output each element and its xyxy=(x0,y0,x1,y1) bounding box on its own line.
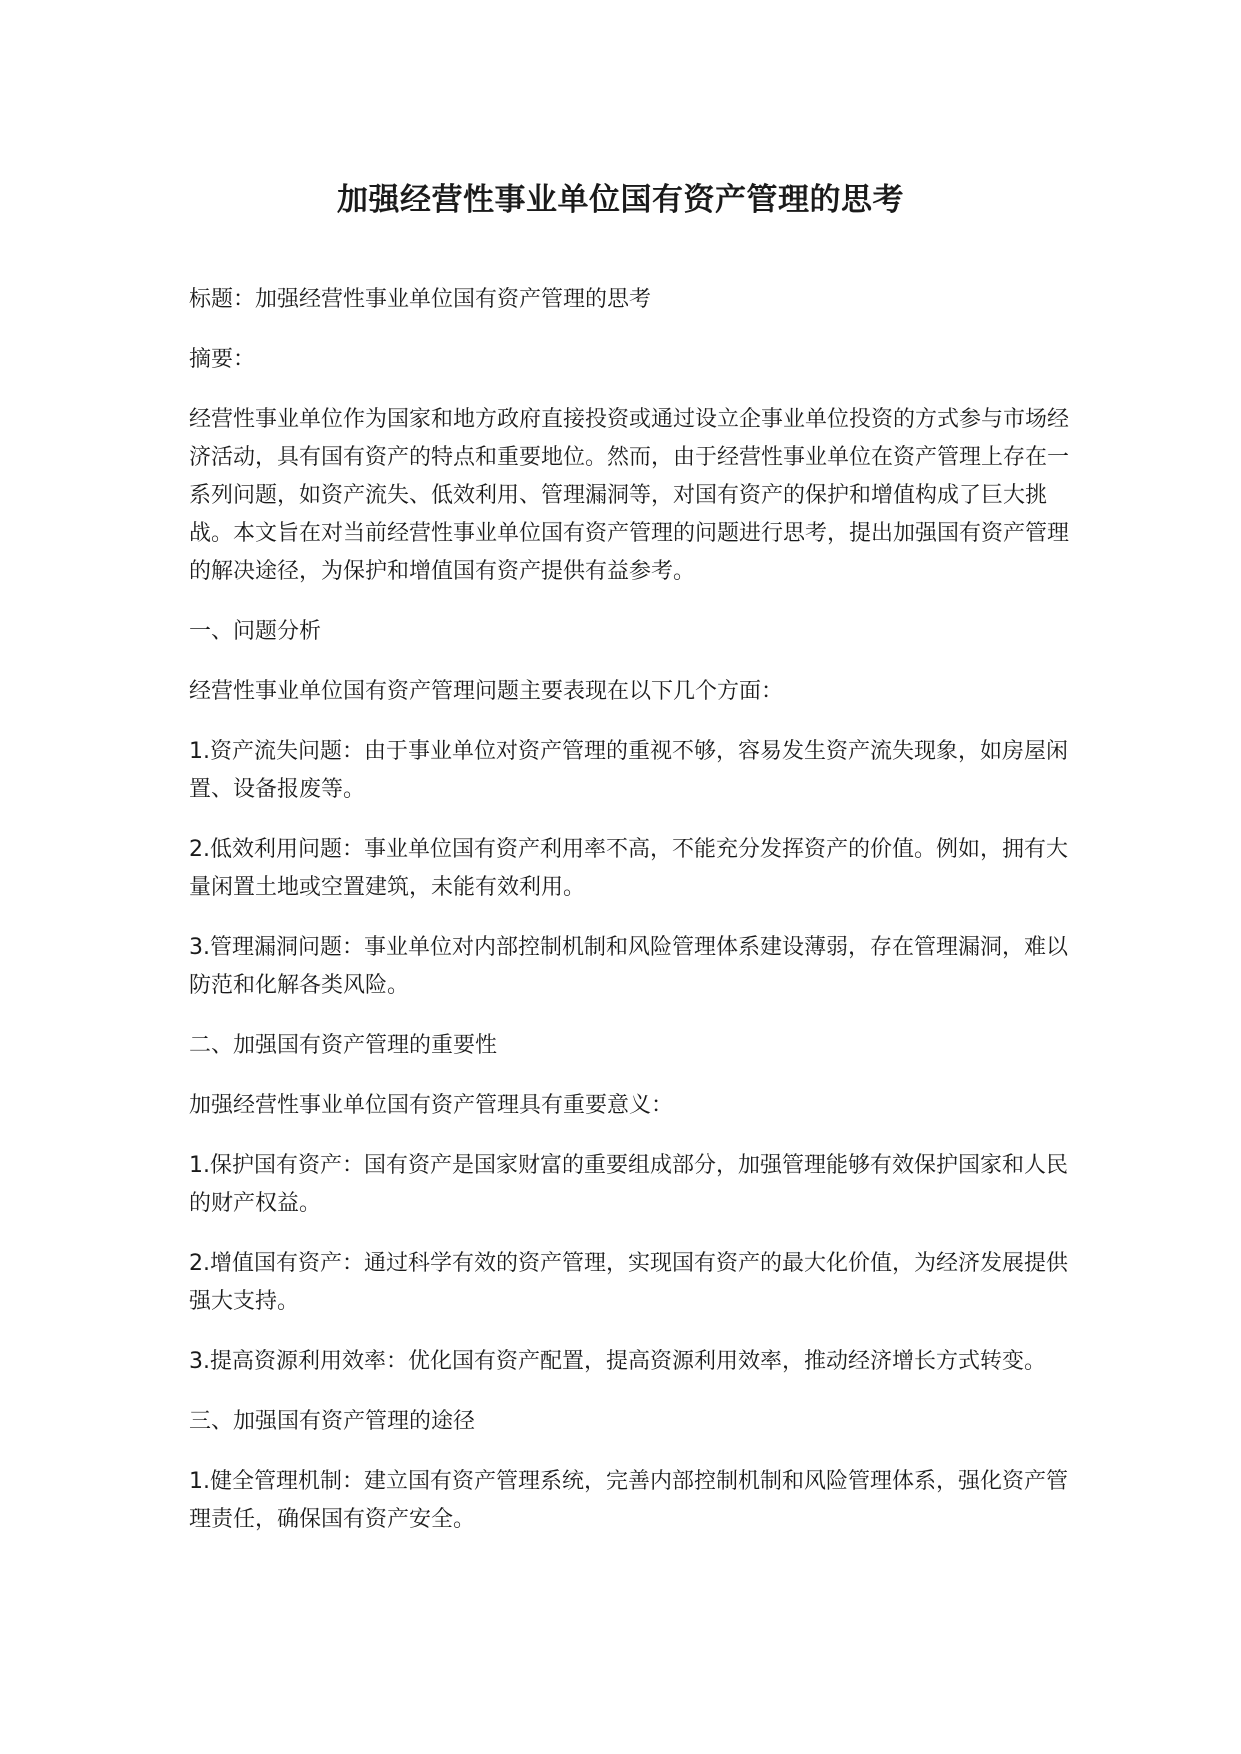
section-1-item-3: 3.管理漏洞问题：事业单位对内部控制机制和风险管理体系建设薄弱，存在管理漏洞，难以防范和化解各类风险。 xyxy=(189,935,1068,998)
document-body xyxy=(189,281,1089,1561)
section-2-item-3: 3.提高资源利用效率：优化国有资产配置，提高资源利用效率，推动经济增长方式转变。 xyxy=(189,1349,1046,1374)
document-title: 加强经营性事业单位国有资产管理的思考 xyxy=(337,182,904,218)
abstract-text: 经营性事业单位作为国家和地方政府直接投资或通过设立企事业单位投资的方式参与市场经济活动，具有国有资产的特点和重要地位。然而，由于经营性事业单位在资产管理上存在一系列问题，如资产流失、低效利用、管理漏洞等，对国有资产的保护和增值构成了巨大挑战。本文旨在对当前经营性事业单位国有资产管理的问题进行思考，提出加强国有资产管理的解决途径，为保护和增值国有资产提供有益参考。 xyxy=(189,407,1070,584)
title-line: 标题：加强经营性事业单位国有资产管理的思考 xyxy=(189,287,652,312)
section-2-item-2: 2.增值国有资产：通过科学有效的资产管理，实现国有资产的最大化价值，为经济发展提供强大支持。 xyxy=(189,1251,1068,1314)
section-1-intro: 经营性事业单位国有资产管理问题主要表现在以下几个方面： xyxy=(189,679,784,704)
section-1-item-2: 2.低效利用问题：事业单位国有资产利用率不高，不能充分发挥资产的价值。例如，拥有大量闲置土地或空置建筑，未能有效利用。 xyxy=(189,837,1068,900)
section-1-item-1: 1.资产流失问题：由于事业单位对资产管理的重视不够，容易发生资产流失现象，如房屋闲置、设备报废等。 xyxy=(189,739,1068,802)
section-heading-2: 二、加强国有资产管理的重要性 xyxy=(189,1033,498,1058)
section-3-item-1: 1.健全管理机制：建立国有资产管理系统，完善内部控制机制和风险管理体系，强化资产管理责任，确保国有资产安全。 xyxy=(189,1469,1068,1532)
section-2-intro: 加强经营性事业单位国有资产管理具有重要意义： xyxy=(189,1093,674,1118)
section-heading-3: 三、加强国有资产管理的途径 xyxy=(189,1409,476,1434)
section-heading-1: 一、问题分析 xyxy=(189,619,322,644)
section-2-item-1: 1.保护国有资产：国有资产是国家财富的重要组成部分，加强管理能够有效保护国家和人民的财产权益。 xyxy=(189,1153,1068,1216)
abstract-heading: 摘要： xyxy=(189,347,256,372)
